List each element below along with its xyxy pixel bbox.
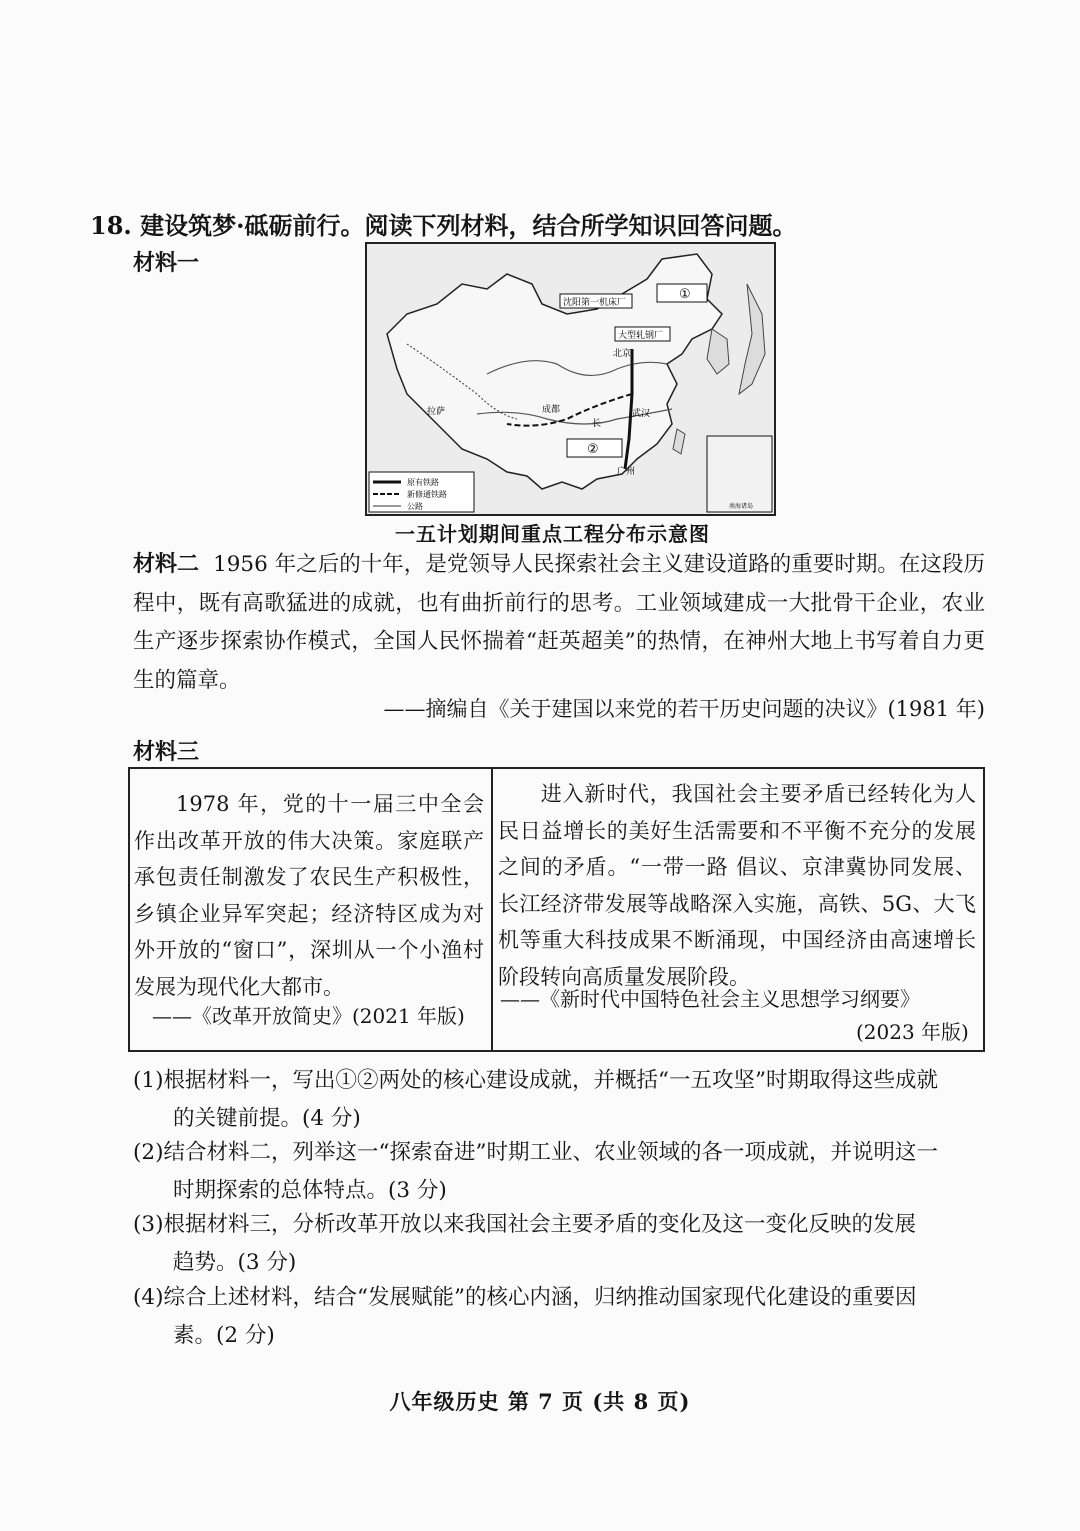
map-marker-1: ①: [679, 287, 691, 302]
material1-label: 材料一: [133, 250, 200, 276]
material3-right-source-year: (2023 年版): [856, 1020, 969, 1044]
map-label-guangzhou: 广州: [617, 467, 636, 477]
material2-label: 材料二: [133, 551, 200, 577]
map-marker-2: ②: [587, 442, 599, 457]
sub-question-4-line1: (4)综合上述材料，结合“发展赋能”的核心内涵，归纳推动国家现代化建设的重要因: [133, 1285, 917, 1310]
map-svg: [367, 244, 774, 514]
question-number: 18.: [90, 211, 132, 240]
material2-text: 1956 年之后的十年，是党领导人民探索社会主义建设道路的重要时期。在这段历程中，既有高歌猛进的成就，也有曲折前行的思考。工业领域建成一大批骨干企业，农业生产逐步探索协作模式，全国人民怀揣着“赶英超美”的热情，在神州大地上书写着自力更生的篇章。: [133, 552, 985, 693]
sub-question-3: [133, 1206, 988, 1282]
sub-question-2: [133, 1134, 988, 1210]
material3-right-cell: [498, 776, 976, 995]
sub-question-3-line2: 趋势。(3 分): [173, 1250, 297, 1275]
map-label-lhasa: 拉萨: [427, 407, 446, 417]
map-inset: [707, 436, 772, 512]
material3-label: 材料三: [133, 739, 200, 765]
map-label-changjiang: 长: [592, 419, 602, 429]
map-label-beijing: 北京: [613, 349, 632, 359]
map-label-wuhan: 武汉: [632, 409, 651, 419]
material3-left-source: ——《改革开放简史》(2021 年版): [152, 1004, 465, 1028]
sub-question-4-line2: 素。(2 分): [173, 1323, 275, 1348]
material2-source: ——摘编自《关于建国以来党的若干历史问题的决议》(1981 年): [383, 697, 985, 721]
sub-question-2-line2: 时期探索的总体特点。(3 分): [173, 1178, 447, 1203]
page-footer: 八年级历史 第 7 页 (共 8 页): [389, 1389, 691, 1414]
material2-block: [133, 545, 985, 700]
legend-new-railway: 新修通铁路: [407, 490, 447, 499]
question-title: [90, 206, 796, 241]
material3-left-cell: [134, 786, 484, 1005]
material3-left-text: 1978 年，党的十一届三中全会作出改革开放的伟大决策。家庭联产承包责任制激发了农民生产积极性，乡镇企业异军突起；经济特区成为对外开放的“窗口”，深圳从一个小渔村发展为现代化大都市。: [134, 792, 484, 999]
map-label-chengdu: 成都: [542, 405, 561, 415]
sub-question-1: [133, 1062, 988, 1138]
legend-road: 公路: [407, 502, 423, 511]
map-inset-label: 南海诸岛: [729, 503, 754, 510]
material3-right-source: ——《新时代中国特色社会主义思想学习纲要》: [500, 987, 920, 1011]
map-figure: [365, 242, 776, 516]
question-heading: 建设筑梦·砥砺前行。阅读下列材料，结合所学知识回答问题。: [140, 211, 797, 240]
material3-divider: [491, 769, 493, 1050]
sub-question-1-line2: 的关键前提。(4 分): [173, 1106, 361, 1131]
map-label-shenyang: 沈阳第一机床厂: [563, 298, 627, 308]
map-label-anshan: 大型轧钢厂: [618, 331, 664, 341]
legend-old-railway: 原有铁路: [407, 478, 439, 487]
sub-question-2-line1: (2)结合材料二，列举这一“探索奋进”时期工业、农业领域的各一项成就，并说明这一: [133, 1140, 938, 1165]
material3-right-text: 进入新时代，我国社会主要矛盾已经转化为人民日益增长的美好生活需要和不平衡不充分的发展之间的矛盾。“一带一路 倡议、京津冀协同发展、长江经济带发展等战略深入实施，高铁、5G、大飞机等重大科技成果不断涌现，中国经济由高速增长阶段转向高质量发展阶段。: [498, 782, 976, 989]
sub-question-4: [133, 1279, 988, 1355]
sub-question-3-line1: (3)根据材料三，分析改革开放以来我国社会主要矛盾的变化及这一变化反映的发展: [133, 1212, 916, 1237]
map-caption: 一五计划期间重点工程分布示意图: [395, 522, 710, 546]
sub-question-1-line1: (1)根据材料一，写出①②两处的核心建设成就，并概括“一五攻坚”时期取得这些成就: [133, 1068, 938, 1093]
